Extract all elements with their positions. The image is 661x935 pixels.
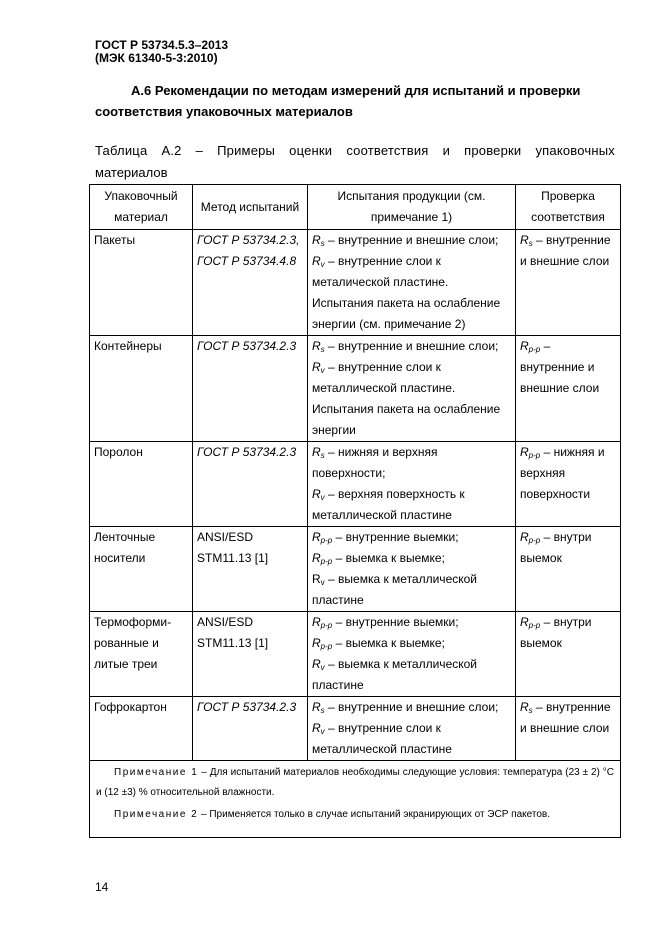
table-row <box>90 336 621 442</box>
method-text: ГОСТ Р 53734.2.3 <box>197 445 297 459</box>
check-text: – внутри <box>540 615 592 629</box>
resistance-symbol: R <box>312 700 321 714</box>
subscript-text: p-p <box>528 451 541 460</box>
tests-line <box>312 697 511 718</box>
tests-line <box>312 505 511 526</box>
check-line <box>520 463 616 484</box>
note-2-label: Примечание 2 <box>114 809 199 820</box>
note-1 <box>96 763 614 803</box>
check-text: – внутренние <box>532 700 611 714</box>
tests-text: поверхности; <box>312 466 386 480</box>
tests-text: – выемка к выемке; <box>332 636 445 650</box>
header-check: Проверка соответствия <box>516 185 621 230</box>
method-text: ANSI/ESD <box>197 615 254 629</box>
subscript-text: v <box>320 366 325 375</box>
resistance-symbol: R <box>312 445 321 459</box>
check-line <box>520 484 616 505</box>
material-cell <box>90 697 193 761</box>
resistance-symbol: R <box>520 445 529 459</box>
method-text: ГОСТ Р 53734.2.3, <box>197 233 300 247</box>
check-line <box>520 336 616 357</box>
resistance-symbol: R <box>520 233 529 247</box>
section-heading-line1: А.6 Рекомендации по методам измерений для испытаний и проверки <box>131 83 581 98</box>
method-cell <box>193 230 308 336</box>
note-2-text: – Применяется только в случае испытаний экранирующих от ЭСР пакетов. <box>198 809 550 820</box>
check-text: – внутренние <box>532 233 611 247</box>
tests-line <box>312 230 511 251</box>
tests-text: – выемка к металлической <box>324 572 477 586</box>
tests-text: пластине <box>312 593 364 607</box>
subscript-text: s <box>320 239 325 248</box>
check-line <box>520 357 616 378</box>
method-cell <box>193 442 308 527</box>
subscript-text: s <box>528 706 533 715</box>
tests-text: – внутренние выемки; <box>332 615 459 629</box>
resistance-symbol: R <box>520 700 529 714</box>
subscript-text: p-p <box>320 621 333 630</box>
check-text: поверхности <box>520 487 591 501</box>
tests-cell <box>308 612 516 697</box>
resistance-symbol: R <box>312 487 321 501</box>
tests-text: металлической пластине <box>312 508 452 522</box>
check-cell <box>516 697 621 761</box>
section-heading <box>95 80 615 122</box>
material-text: Гофрокартон <box>94 700 167 714</box>
tests-line <box>312 357 511 378</box>
resistance-symbol: R <box>312 636 321 650</box>
tests-text: – внутренние выемки; <box>332 530 459 544</box>
table-row <box>90 697 621 761</box>
resistance-symbol: R <box>312 360 321 374</box>
check-line <box>520 697 616 718</box>
tests-text: металлической пластине <box>312 742 452 756</box>
tests-line <box>312 378 511 399</box>
tests-text: пластине <box>312 678 364 692</box>
subscript-text: p-p <box>528 621 541 630</box>
check-text: и внешние слои <box>520 254 610 268</box>
tests-line <box>312 590 511 611</box>
check-text: внутренние и <box>520 360 595 374</box>
tests-text: – верхняя поверхность к <box>324 487 465 501</box>
section-heading-line2: соответствия упаковочных материалов <box>95 104 353 119</box>
table-row <box>90 230 621 336</box>
tests-text: – нижняя и верхняя <box>324 445 438 459</box>
document-code: ГОСТ Р 53734.5.3–2013 <box>95 38 229 52</box>
resistance-symbol: R <box>312 339 321 353</box>
subscript-text: p-p <box>320 536 333 545</box>
tests-text: энергии (см. примечание 2) <box>312 317 466 331</box>
note-2 <box>96 805 614 825</box>
check-line <box>520 718 616 739</box>
check-line <box>520 633 616 654</box>
check-line <box>520 612 616 633</box>
table-row <box>90 527 621 612</box>
check-line <box>520 251 616 272</box>
resistance-symbol: R <box>520 339 529 353</box>
tests-line <box>312 399 511 420</box>
material-cell <box>90 336 193 442</box>
check-text: верхняя <box>520 466 566 480</box>
material-text: литые треи <box>94 657 158 671</box>
method-text: STM11.13 [1] <box>197 636 269 650</box>
material-cell <box>90 527 193 612</box>
header-tests: Испытания продукции (см. примечание 1) <box>308 185 516 230</box>
check-line <box>520 442 616 463</box>
table-row <box>90 442 621 527</box>
tests-line <box>312 633 511 654</box>
table-header-row <box>90 185 621 230</box>
note-1-label: Примечание 1 <box>114 767 199 778</box>
tests-cell <box>308 230 516 336</box>
check-line <box>520 230 616 251</box>
resistance-subscript <box>529 345 541 354</box>
tests-line <box>312 718 511 739</box>
check-line <box>520 527 616 548</box>
tests-text: – выемка к металлической <box>324 657 477 671</box>
method-text: ГОСТ Р 53734.2.3 <box>197 700 297 714</box>
notes-row <box>90 761 621 838</box>
tests-line <box>312 463 511 484</box>
check-line <box>520 378 616 399</box>
subscript-text: v <box>320 260 325 269</box>
resistance-symbol: R <box>312 657 321 671</box>
check-cell <box>516 442 621 527</box>
check-text: и внешние слои <box>520 721 610 735</box>
tests-line <box>312 272 511 293</box>
subscript-text: v <box>320 663 325 672</box>
table-body <box>90 230 621 761</box>
check-text: выемок <box>520 551 562 565</box>
tests-line <box>312 442 511 463</box>
packaging-table <box>89 184 621 838</box>
subscript-text: p-p <box>528 536 541 545</box>
material-text: Поролон <box>94 445 143 459</box>
subscript-text: s <box>320 451 325 460</box>
material-text: Контейнеры <box>94 339 162 353</box>
subscript-text: p-p <box>320 642 333 651</box>
subscript-text: s <box>320 706 325 715</box>
check-text: выемок <box>520 636 562 650</box>
tests-line <box>312 420 511 441</box>
resistance-symbol: R <box>312 530 321 544</box>
method-text: ANSI/ESD <box>197 530 254 544</box>
tests-line <box>312 336 511 357</box>
tests-text: – выемка к выемке; <box>332 551 445 565</box>
check-cell <box>516 527 621 612</box>
material-cell <box>90 612 193 697</box>
resistance-subscript <box>529 536 541 545</box>
table-caption-line2: материалов <box>95 165 168 180</box>
page-number: 14 <box>95 880 109 894</box>
tests-cell <box>308 336 516 442</box>
iec-code: (МЭК 61340-5-3:2010) <box>95 51 218 65</box>
check-line <box>520 548 616 569</box>
tests-line <box>312 293 511 314</box>
check-cell <box>516 230 621 336</box>
tests-text: – внутренние слои к <box>324 360 441 374</box>
resistance-symbol: R <box>312 572 321 586</box>
resistance-subscript <box>321 642 333 651</box>
tests-text: энергии <box>312 423 356 437</box>
tests-text: – внутренние и внешние слои; <box>324 339 499 353</box>
resistance-symbol: R <box>312 551 321 565</box>
header-method: Метод испытаний <box>193 185 308 230</box>
resistance-symbol: R <box>312 615 321 629</box>
note-1-text: – Для испытаний материалов необходимы следующие условия: температура (23 ± 2) °С и (12 ±3) % относительной влажности. <box>96 767 614 798</box>
check-cell <box>516 336 621 442</box>
method-text: STM11.13 [1] <box>197 551 269 565</box>
tests-cell <box>308 527 516 612</box>
tests-text: металической пластине. <box>312 275 449 289</box>
tests-text: – внутренние слои к <box>324 721 441 735</box>
check-text: внешние слои <box>520 381 600 395</box>
tests-text: металлической пластине. <box>312 381 456 395</box>
tests-text: – внутренние и внешние слои; <box>324 233 499 247</box>
resistance-subscript <box>321 621 333 630</box>
resistance-subscript <box>321 557 333 566</box>
check-text: – <box>540 339 551 353</box>
header-material: Упаковочный материал <box>90 185 193 230</box>
material-text: рованные и <box>94 636 159 650</box>
resistance-symbol: R <box>520 530 529 544</box>
resistance-subscript <box>321 536 333 545</box>
resistance-symbol: R <box>312 721 321 735</box>
method-cell <box>193 527 308 612</box>
tests-text: Испытания пакета на ослабление <box>312 402 501 416</box>
subscript-text: p-p <box>320 557 333 566</box>
material-cell <box>90 442 193 527</box>
tests-cell <box>308 697 516 761</box>
method-cell <box>193 612 308 697</box>
subscript-text: s <box>320 345 325 354</box>
tests-line <box>312 484 511 505</box>
tests-line <box>312 654 511 675</box>
method-text: ГОСТ Р 53734.4.8 <box>197 254 297 268</box>
material-text: носители <box>94 551 146 565</box>
method-text: ГОСТ Р 53734.2.3 <box>197 339 297 353</box>
tests-text: – внутренние и внешние слои; <box>324 700 499 714</box>
material-cell <box>90 230 193 336</box>
resistance-subscript <box>529 451 541 460</box>
subscript-text: v <box>320 493 325 502</box>
check-text: – внутри <box>540 530 592 544</box>
resistance-symbol: R <box>312 254 321 268</box>
check-cell <box>516 612 621 697</box>
tests-text: Испытания пакета на ослабление <box>312 296 501 310</box>
table-caption <box>95 140 615 184</box>
subscript-text: v <box>320 727 325 736</box>
tests-text: – внутренние слои к <box>324 254 441 268</box>
tests-cell <box>308 442 516 527</box>
resistance-subscript <box>529 621 541 630</box>
resistance-symbol: R <box>312 233 321 247</box>
resistance-symbol: R <box>520 615 529 629</box>
material-text: Ленточные <box>94 530 156 544</box>
tests-line <box>312 527 511 548</box>
subscript-text: s <box>528 239 533 248</box>
subscript-text: p-p <box>528 345 541 354</box>
tests-line <box>312 569 511 590</box>
table-row <box>90 612 621 697</box>
subscript-text: v <box>320 578 325 587</box>
tests-line <box>312 251 511 272</box>
notes-cell <box>90 761 621 838</box>
check-text: – нижняя и <box>540 445 605 459</box>
tests-line <box>312 314 511 335</box>
tests-line <box>312 675 511 696</box>
method-cell <box>193 697 308 761</box>
material-text: Пакеты <box>94 233 136 247</box>
material-text: Термоформи- <box>94 615 172 629</box>
tests-line <box>312 739 511 760</box>
method-cell <box>193 336 308 442</box>
table-caption-line1: Таблица А.2 – Примеры оценки соответствия и проверки упаковочных <box>95 143 615 158</box>
tests-line <box>312 612 511 633</box>
tests-line <box>312 548 511 569</box>
